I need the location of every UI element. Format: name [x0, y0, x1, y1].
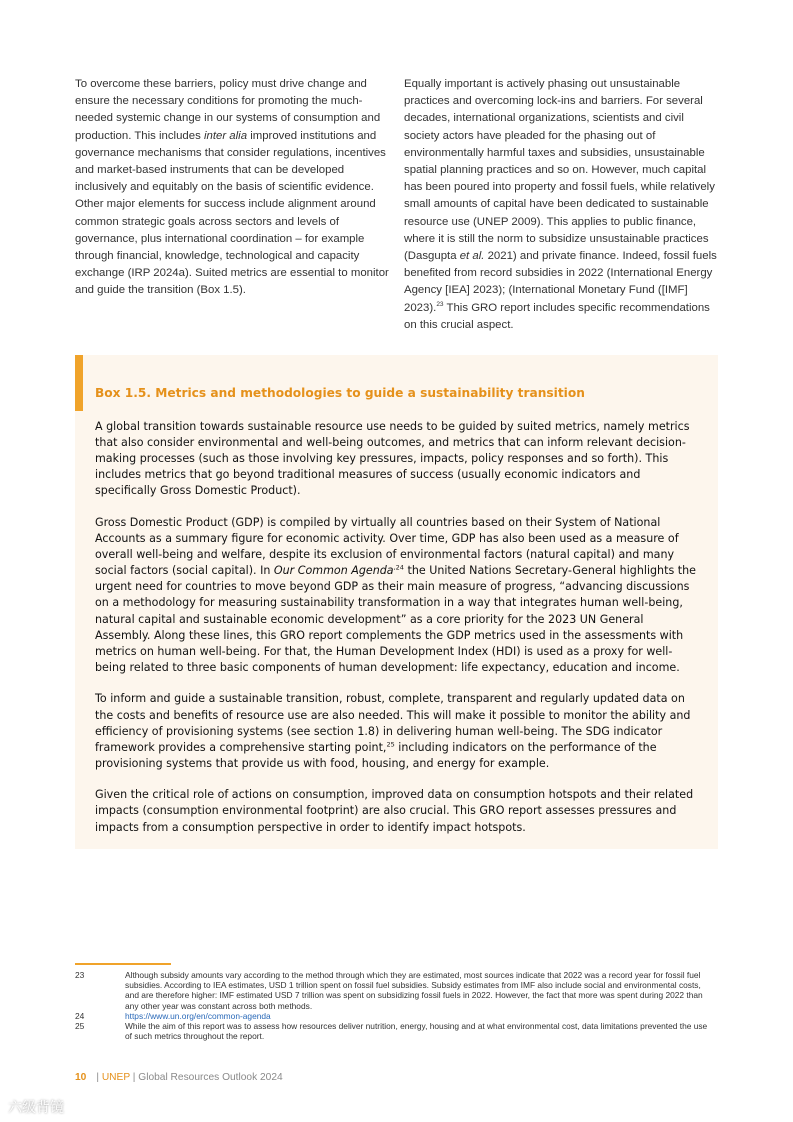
- footnote-24: [75, 1011, 715, 1021]
- footnote-ref-25[interactable]: 25: [386, 740, 395, 748]
- box-paragraph-2: Gross Domestic Product (GDP) is compiled by virtually all countries based on their System of National Accounts as a summary figure for economic activity. Over time, GDP has also been used as a measure of overall well-being and welfare, despite its exclusion of environmental factors (natural capital) and many social factors (social capital). In Our Common Agenda$^{,24}$ the United Nations Secretary-General highlights the urgent need for countries to move beyond GDP as their main measure of progress, “advancing discussions on a methodology for measuring sustainability transformation in a way that integrates human well-being, natural capital and sustainable economic development” as a core priority for the 2023 UN General Assembly. Along these lines, this GRO report complements the GDP metrics used in the assessments with metrics on human well-being. For that, the Human Development Index (HDI) is used as a proxy for well-being related to three basic components of human development: life expectancy, education and income.: [95, 515, 696, 674]
- footer-org: UNEP: [101, 1072, 130, 1083]
- right-column: [404, 76, 722, 334]
- footnote-23: [75, 970, 715, 1011]
- watermark: 六级背镜: [8, 1100, 64, 1116]
- box-body: [95, 419, 698, 836]
- box-accent-bar: [75, 355, 83, 411]
- footnotes: [75, 970, 715, 1041]
- footnote-text: While the aim of this report was to assess how resources deliver nutrition, energy, housing and at what environmental cost, data limitations prevented the use of such metrics throughout the report.: [125, 1021, 708, 1042]
- footnote-25: [75, 1021, 715, 1041]
- footnote-divider: [75, 963, 171, 965]
- footer-report-title: Global Resources Outlook 2024: [138, 1072, 283, 1083]
- footnote-number: 23: [75, 970, 85, 980]
- box-paragraph-3: To inform and guide a sustainable transition, robust, complete, transparent and regularly updated data on the costs and benefits of resource use are also needed. This will make it possible to monitor the ability and efficiency of provisioning systems (see section 1.8) in delivering human well-being. The SDG indicator framework provides a comprehensive starting point,$^{25}$ including indicators on the performance of the provisioning systems that provide us with food, housing, and energy for example.: [95, 692, 691, 770]
- left-paragraph: To overcome these barriers, policy must drive change and ensure the necessary conditions for promoting the much-needed systemic change in our systems of consumption and production. This includes inter alia improved institutions and governance mechanisms that consider regulations, incentives and market-based instruments that can be developed inclusively and equitably on the basis of scientific evidence. Other major elements for success include alignment around common strategic goals across sectors and levels of governance, plus international coordination – for example through financial, knowledge, technological and capacity exchange (IRP 2024a). Suited metrics are essential to monitor and guide the transition (Box 1.5).: [75, 78, 389, 297]
- footnote-ref-23[interactable]: 23: [436, 300, 444, 308]
- common-agenda-link[interactable]: https://www.un.org/en/common-agenda: [125, 1010, 271, 1021]
- left-column: [75, 76, 393, 300]
- box-paragraph-1: A global transition towards sustainable resource use needs to be guided by suited metrics, namely metrics that also consider environmental and well-being outcomes, and metrics that can inform relevant decision-making processes (such as those involving key pressures, impacts, policy responses and so forth). This includes metrics that go beyond traditional measures of success (usually economic indicators and specifically Gross Domestic Product).: [95, 420, 690, 498]
- footnote-ref-24[interactable]: ,24: [393, 563, 404, 572]
- footnote-number: 25: [75, 1021, 85, 1032]
- footnote-number: 24: [75, 1010, 85, 1021]
- box-paragraph-4: Given the critical role of actions on consumption, improved data on consumption hotspots and their related impacts (consumption environmental footprint) are also crucial. This GRO report assesses pressures and impacts from a consumption perspective in order to identify impact hotspots.: [95, 788, 694, 834]
- right-paragraph: Equally important is actively phasing out unsustainable practices and overcoming lock-ins and barriers. For several decades, international organizations, scientists and civil society actors have pleaded for the phasing out of environmentally harmful taxes and subsidies, unsustainable spatial planning practices and so on. However, much capital has been poured into property and fossil fuels, while relatively small amounts of capital have been dedicated to sustainable resource use (UNEP 2009). This applies to public finance, where it is still the norm to subsidize unsustainable practices (Dasgupta et al. 2021) and private finance. Indeed, fossil fuels benefited from record subsidies in 2022 (International Energy Agency [IEA] 2023); (International Monetary Fund ([IMF] 2023).$^{23}$ This GRO report includes specific recommendations on this crucial aspect.: [404, 78, 717, 331]
- footer-separator: |: [129, 1072, 139, 1083]
- footnote-text: Although subsidy amounts vary according to the method through which they are estimated, most sources indicate that 2022 was a record year for fossil fuel subsidies. According to IEA estimates, USD 1 trillion spent on fossil fuel subsidies. Subsidy estimates from IMF also include social and environmental costs, and are therefore higher: IMF estimated USD 7 trillion was spent on subsidizing fossil fuels in 2022. However, the fact that more was spent during 2022 than any other year was constant across both methods.: [125, 970, 703, 1011]
- box-1-5: [75, 355, 718, 849]
- page-number: 10: [75, 1072, 87, 1083]
- footer-separator: |: [96, 1072, 102, 1083]
- page-footer: [75, 1071, 283, 1085]
- box-title: Box 1.5. Metrics and methodologies to guide a sustainability transition: [95, 386, 585, 400]
